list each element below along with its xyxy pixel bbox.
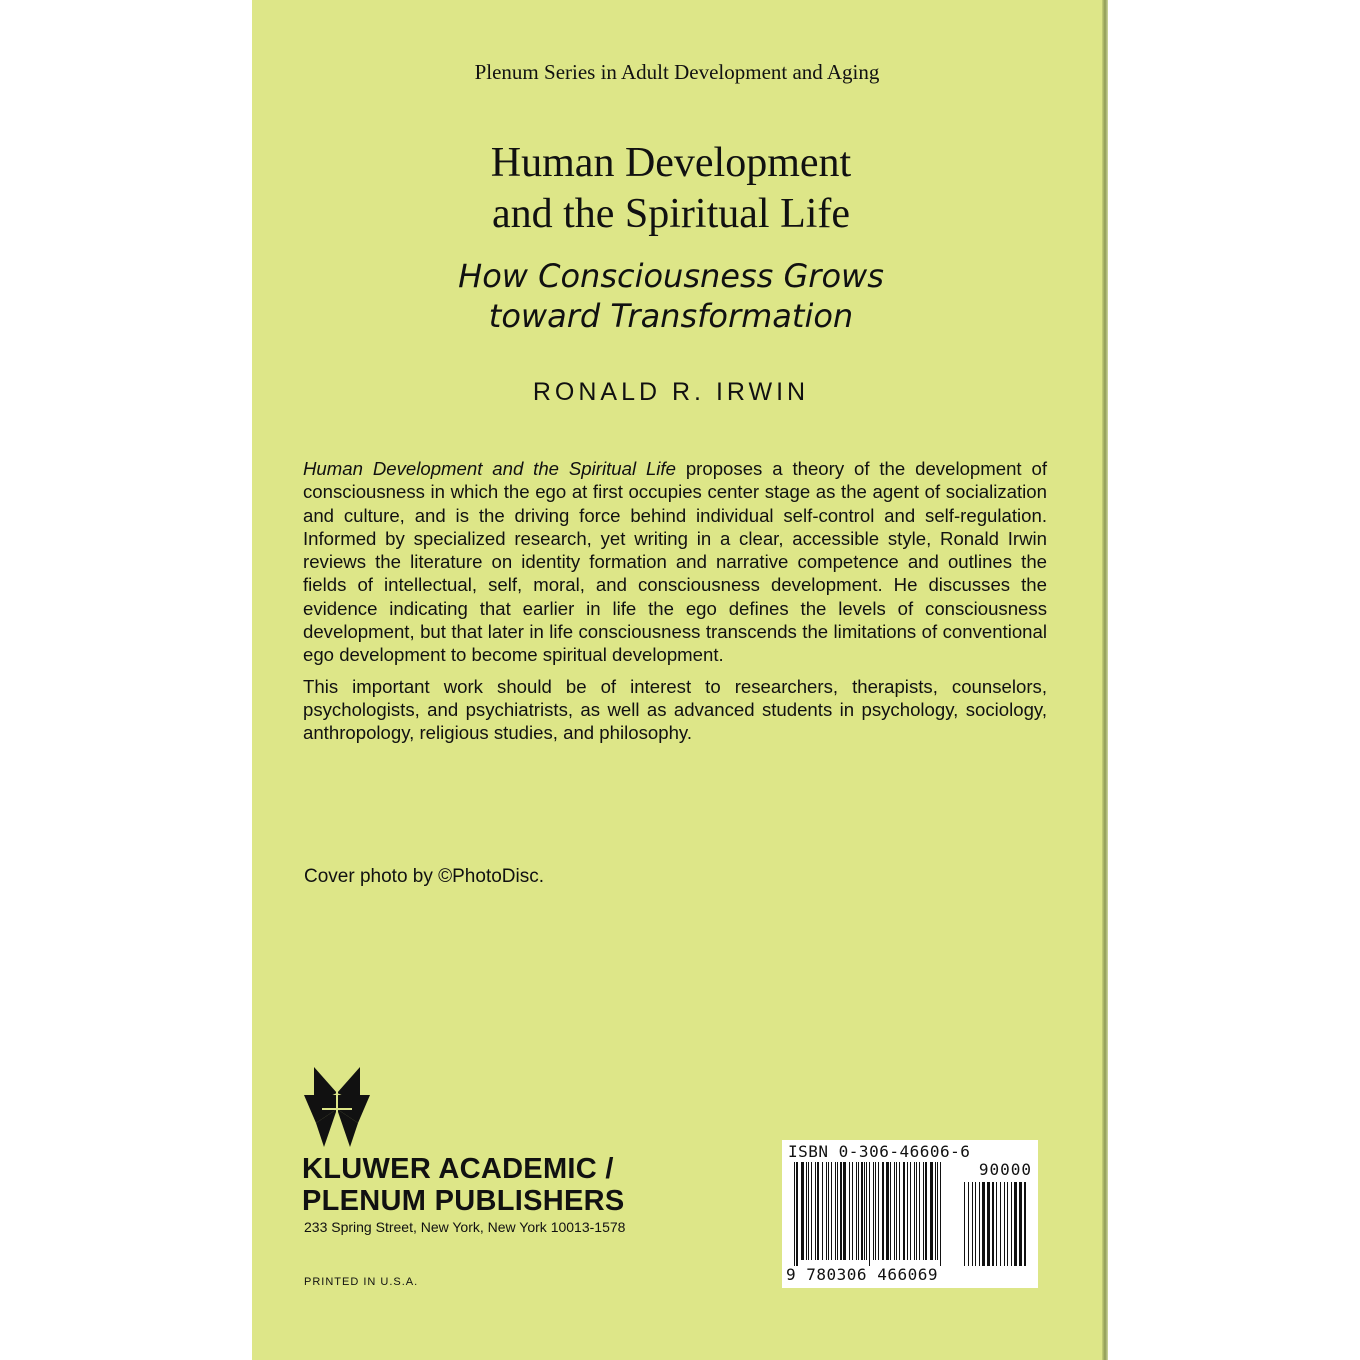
description-paragraph-1	[303, 457, 1047, 667]
description	[303, 457, 1047, 753]
barcode-bar	[835, 1162, 836, 1260]
addon-barcode-bar	[1000, 1182, 1001, 1266]
barcode-bar	[849, 1162, 850, 1260]
barcode-bar	[899, 1162, 900, 1260]
publisher-name	[302, 1153, 625, 1217]
barcode-bar	[890, 1162, 891, 1260]
barcode-bar	[875, 1162, 876, 1260]
addon-barcode-bar	[982, 1182, 985, 1266]
printed-in-label: PRINTED IN U.S.A.	[304, 1276, 419, 1288]
barcode-bar	[858, 1162, 859, 1260]
barcode-bar	[840, 1162, 842, 1260]
addon-barcode-bar	[1007, 1182, 1008, 1266]
barcode-bar	[916, 1162, 917, 1260]
barcode-bar	[869, 1162, 870, 1266]
barcode-bar	[796, 1162, 798, 1266]
barcode-bar	[907, 1162, 908, 1260]
barcode-bar	[923, 1162, 924, 1260]
barcode-bar	[935, 1162, 936, 1260]
addon-barcode-bar	[1011, 1182, 1012, 1266]
barcode-bar	[837, 1162, 838, 1260]
addon-barcode-bar	[992, 1182, 994, 1266]
book-back-cover	[252, 0, 1102, 1360]
barcode-bar	[861, 1162, 863, 1260]
description-text-1: proposes a theory of the development of consciousness in which the ego at first occupies center stage as the agent of socialization and culture, and is the driving force behind individual self-control and self-regulation. Informed by specialized research, yet writing in a clear, accessible style, Ronald Irwin reviews the literature on identity formation and narrative competence and outlines the fields of intellectual, self, moral, and consciousness development. He discusses the evidence indicating that earlier in life the ego defines the levels of consciousness development, but that later in life consciousness transcends the limitations of conventional ego development to become spiritual development.	[303, 458, 1047, 666]
barcode-bar	[864, 1162, 865, 1260]
subtitle-line-1: How Consciousness Grows	[458, 257, 884, 295]
publisher-address: 233 Spring Street, New York, New York 10013-1578	[304, 1219, 626, 1235]
barcode-bar	[856, 1162, 857, 1260]
barcode-bar	[878, 1162, 879, 1260]
description-book-title: Human Development and the Spiritual Life	[303, 458, 676, 479]
barcode-bars	[794, 1162, 1030, 1268]
photo-credit: Cover photo by ©PhotoDisc.	[304, 866, 545, 887]
book-title	[252, 138, 1090, 240]
addon-barcode-bar	[1004, 1182, 1005, 1266]
barcode-bar	[886, 1162, 889, 1260]
barcode-bar	[843, 1162, 846, 1260]
barcode-bar	[940, 1162, 941, 1266]
title-line-1: Human Development	[490, 140, 852, 186]
kluwer-butterfly-logo-icon	[302, 1065, 372, 1147]
price-addon-text: 90000	[978, 1160, 1032, 1179]
publisher-line-1: KLUWER ACADEMIC /	[302, 1153, 614, 1185]
barcode-bar	[866, 1162, 867, 1260]
barcode-bar	[852, 1162, 853, 1260]
barcode-bar	[811, 1162, 812, 1260]
addon-barcode-bar	[968, 1182, 969, 1266]
barcode-bar	[930, 1162, 933, 1260]
barcode-panel	[782, 1140, 1038, 1288]
barcode-bar	[882, 1162, 884, 1260]
barcode-bar	[914, 1162, 915, 1260]
addon-barcode-bar	[1014, 1182, 1017, 1266]
barcode-bar	[903, 1162, 905, 1260]
addon-barcode-bar	[1019, 1182, 1022, 1266]
addon-barcode-bar	[964, 1182, 965, 1266]
barcode-bar	[894, 1162, 895, 1260]
addon-barcode-bar	[979, 1182, 980, 1266]
addon-barcode-bar	[987, 1182, 990, 1266]
addon-barcode-bar	[975, 1182, 976, 1266]
cover-edge	[1102, 0, 1108, 1360]
ean-text: 9 780306 466069	[786, 1265, 938, 1284]
barcode-bar	[826, 1162, 827, 1260]
barcode-bar	[831, 1162, 832, 1260]
barcode-bar	[806, 1162, 807, 1260]
barcode-bar	[817, 1162, 819, 1260]
barcode-bar	[925, 1162, 927, 1260]
addon-barcode-bar	[1024, 1182, 1026, 1266]
description-paragraph-2: This important work should be of interest to researchers, therapists, counselors, psychologists, and psychiatrists, as well as advanced students in psychology, sociology, anthropology, religious studies, and philosophy.	[303, 675, 1047, 744]
barcode-bar	[801, 1162, 804, 1260]
barcode-bar	[910, 1162, 911, 1260]
isbn-text: ISBN 0-306-46606-6	[788, 1142, 971, 1161]
barcode-bar	[828, 1162, 829, 1260]
barcode-bar	[896, 1162, 897, 1260]
series-name: Plenum Series in Adult Development and Aging	[474, 60, 880, 84]
barcode-bar	[808, 1162, 809, 1260]
barcode-bar	[794, 1162, 795, 1266]
barcode-bar	[873, 1162, 874, 1260]
barcode-bar	[919, 1162, 920, 1260]
subtitle-line-2: toward Transformation	[488, 297, 854, 335]
book-subtitle	[252, 256, 1090, 336]
addon-barcode-bar	[972, 1182, 973, 1266]
author-name: RONALD R. IRWIN	[532, 378, 810, 406]
barcode-bar	[815, 1162, 816, 1260]
publisher-line-2: PLENUM PUBLISHERS	[302, 1185, 625, 1217]
barcode-bar	[937, 1162, 938, 1260]
barcode-bar	[822, 1162, 823, 1260]
addon-barcode-bar	[996, 1182, 997, 1266]
title-line-2: and the Spiritual Life	[491, 191, 851, 237]
